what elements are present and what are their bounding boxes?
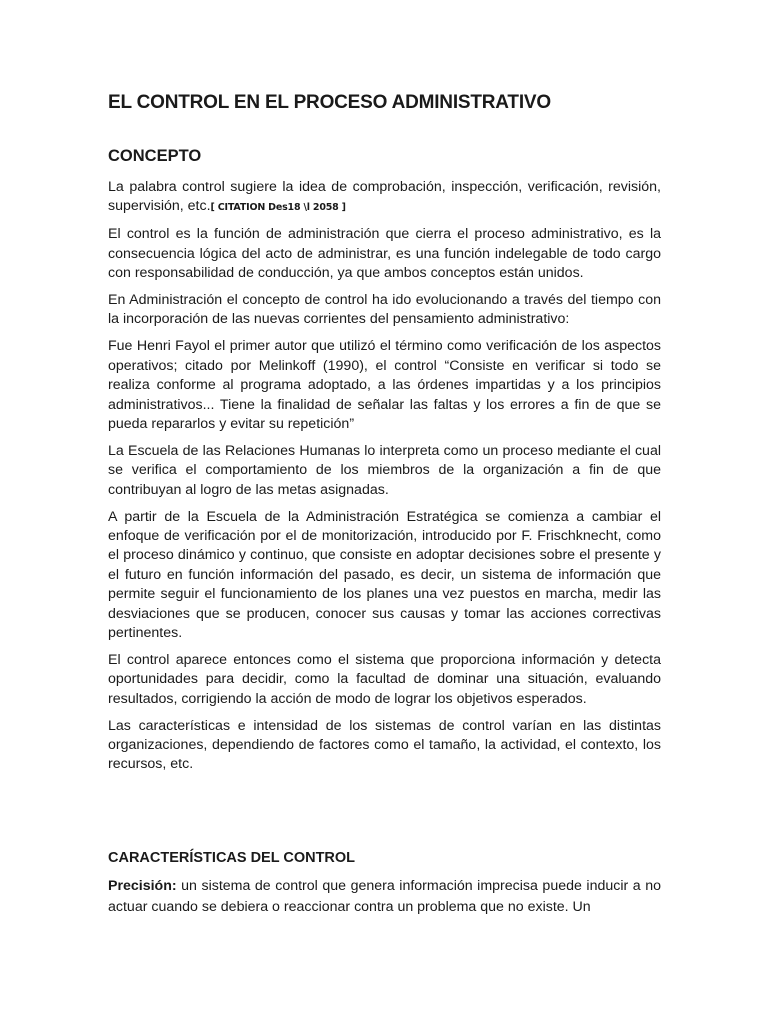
paragraph-fayol: Fue Henri Fayol el primer autor que utilizó el término como verificación de los aspectos operativos; citado por Melinkoff (1990), el control “Consiste en verificar si todo se realiza conforme al programa adoptado, a las órdenes impartidas y a los principios administrativos... Tiene la finalidad de señalar las faltas y los errores a fin de que se pueda repararlos y evitar su repetición” — [108, 338, 661, 432]
paragraph-precision — [108, 876, 661, 918]
paragraph-function: El control es la función de administración que cierra el proceso administrativo, es la consecuencia lógica del acto de administrar, es una función indelegable de todo cargo con responsabilidad de conducción, ya que ambos conceptos están unidos. — [108, 226, 661, 282]
paragraph-strategic: A partir de la Escuela de la Administración Estratégica se comienza a cambiar el enfoque de verificación por el de monitorización, introducido por F. Frischknecht, como el proceso dinámico y continuo, que consiste en adoptar decisiones sobre el presente y el futuro en función información del pasado, es decir, un sistema de información que permite seguir el funcionamiento de los planes una vez puestos en marcha, medir las desviaciones que se producen, conocer sus causas y tomar las acciones correctivas pertinentes. — [108, 508, 661, 642]
section-heading-caracteristicas: CARACTERÍSTICAS DEL CONTROL — [108, 850, 356, 866]
paragraph-definition — [108, 178, 661, 218]
term-precision: Precisión: — [108, 878, 177, 894]
paragraph-precision-text: un sistema de control que genera información imprecisa puede inducir a no actuar cuando se debiera o reaccionar contra un problema que no existe. Un — [108, 878, 661, 915]
paragraph-characteristics: Las características e intensidad de los sistemas de control varían en las distintas organizaciones, dependiendo de factores como el tamaño, la actividad, el contexto, los recursos, etc. — [108, 717, 661, 773]
paragraph-control-system: El control aparece entonces como el sistema que proporciona información y detecta oportunidades para decidir, como la facultad de dominar una situación, evaluando resultados, corrigiendo la acción de modo de lograr los objetivos esperados. — [108, 651, 661, 707]
paragraph-definition-text: La palabra control sugiere la idea de comprobación, inspección, verificación, revisión, supervisión, etc. — [108, 179, 661, 215]
characteristics-body — [108, 876, 661, 918]
section-heading-concepto: CONCEPTO — [108, 147, 202, 165]
paragraph-evolution: En Administración el concepto de control ha ido evolucionando a través del tiempo con la incorporación de las nuevas corrientes del pensamiento administrativo: — [108, 292, 661, 328]
concept-body — [108, 178, 661, 782]
citation-field: [ CITATION Des18 \l 2058 ] — [210, 202, 346, 214]
document-title: EL CONTROL EN EL PROCESO ADMINISTRATIVO — [108, 92, 551, 113]
paragraph-human-relations: La Escuela de las Relaciones Humanas lo interpreta como un proceso mediante el cual se verifica el comportamiento de los miembros de la organización a fin de que contribuyan al logro de las metas asignadas. — [108, 442, 661, 498]
